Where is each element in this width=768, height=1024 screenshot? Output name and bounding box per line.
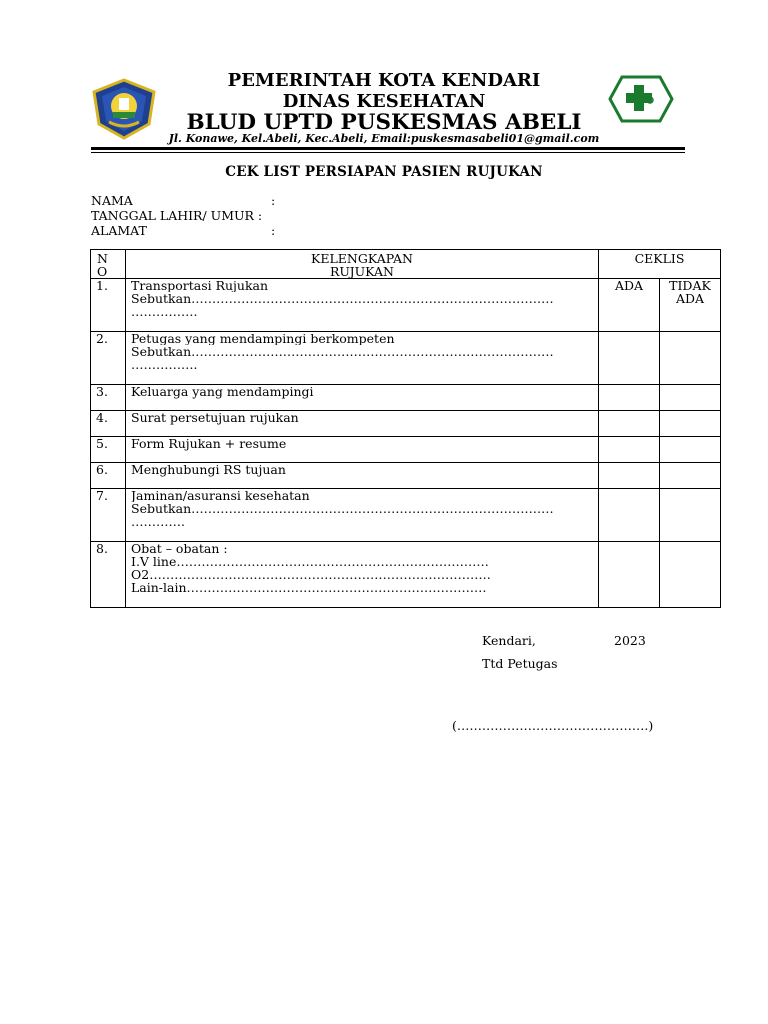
row-3-no: 3.: [91, 385, 126, 411]
row-6-no: 6.: [91, 463, 126, 489]
row-5-tidak-ada[interactable]: [660, 437, 721, 463]
row-1-line3: …………….: [131, 305, 198, 318]
row-7-tidak-ada[interactable]: [660, 489, 721, 542]
row-4-item: Surat persetujuan rujukan: [126, 411, 599, 437]
kop-line-dinas: DINAS KESEHATAN: [282, 91, 486, 112]
header-no-line1: N: [97, 251, 108, 266]
signature-ttd-petugas: Ttd Petugas: [482, 656, 558, 671]
row-8-ada[interactable]: [599, 542, 660, 608]
field-nama-label: NAMA: [91, 193, 133, 208]
kop-address: Jl. Konawe, Kel.Abeli, Kec.Abeli, Email:puskesmasabeli01@gmail.com: [168, 132, 600, 145]
row-5-item: Form Rujukan + resume: [126, 437, 599, 463]
row-7-item: [126, 489, 599, 542]
row-1-line2: Sebutkan……………………………………………………………………………: [131, 292, 554, 305]
row-6-ada[interactable]: [599, 463, 660, 489]
header-ada: ADA: [614, 278, 644, 293]
row-2-ada[interactable]: [599, 332, 660, 385]
row-2-line1: Petugas yang mendampingi berkompeten: [131, 332, 395, 345]
row-6-item: Menghubungi RS tujuan: [126, 463, 599, 489]
row-2-tidak-ada[interactable]: [660, 332, 721, 385]
row-4-tidak-ada[interactable]: [660, 411, 721, 437]
row-1-tidak-ada[interactable]: [660, 279, 721, 332]
row-7-line1: Jaminan/asuransi kesehatan: [131, 489, 310, 502]
row-1-line1: Transportasi Rujukan: [131, 279, 269, 292]
row-3-ada[interactable]: [599, 385, 660, 411]
field-nama: [91, 193, 275, 208]
row-8-no: 8.: [91, 542, 126, 608]
header-kelengkapan: [126, 250, 599, 279]
header-no-line2: O: [97, 264, 108, 279]
checklist-table: [90, 249, 721, 608]
row-7-line3: ………….: [131, 515, 185, 528]
row-2-item: [126, 332, 599, 385]
header-tidak-line2: ADA: [675, 291, 705, 306]
field-nama-colon: :: [271, 193, 276, 208]
row-8-item: [126, 542, 599, 608]
row-8-line4: Lain-lain………………………………………………………………: [131, 581, 487, 594]
row-1-item: [126, 279, 599, 332]
row-4-ada[interactable]: [599, 411, 660, 437]
row-1-ada[interactable]: [599, 279, 660, 332]
row-7-line2: Sebutkan……………………………………………………………………………: [131, 502, 554, 515]
row-8-line3: O2……………………………………………………………………….: [131, 568, 491, 581]
field-tanggal-lahir-label: TANGGAL LAHIR/ UMUR :: [91, 208, 263, 223]
row-5-ada[interactable]: [599, 437, 660, 463]
row-2-line2: Sebutkan……………………………………………………………………………: [131, 345, 554, 358]
field-tanggal-lahir: [91, 208, 262, 223]
row-1-no: 1.: [91, 279, 126, 332]
document-title: CEK LIST PERSIAPAN PASIEN RUJUKAN: [225, 164, 543, 180]
row-2-no: 2.: [91, 332, 126, 385]
row-7-ada[interactable]: [599, 489, 660, 542]
kop-line-puskesmas: BLUD UPTD PUSKESMAS ABELI: [186, 110, 582, 135]
row-4-no: 4.: [91, 411, 126, 437]
row-3-item: Keluarga yang mendampingi: [126, 385, 599, 411]
header-tidak-line1: TIDAK: [669, 278, 711, 293]
header-no: [91, 250, 126, 279]
row-3-tidak-ada[interactable]: [660, 385, 721, 411]
row-8-line1: Obat – obatan :: [131, 542, 228, 555]
kop-divider-thin: [91, 152, 685, 153]
header-ceklis: CEKLIS: [599, 250, 721, 279]
row-2-line3: …………….: [131, 358, 198, 371]
signature-year: 2023: [614, 633, 646, 648]
field-alamat-colon: :: [271, 223, 276, 238]
field-alamat: [91, 223, 275, 238]
row-5-no: 5.: [91, 437, 126, 463]
row-7-no: 7.: [91, 489, 126, 542]
row-8-line2: I.V line…………………………………………………………………: [131, 555, 489, 568]
row-8-tidak-ada[interactable]: [660, 542, 721, 608]
header-kelengkapan-line2: RUJUKAN: [330, 264, 394, 279]
row-6-tidak-ada[interactable]: [660, 463, 721, 489]
kop-divider-thick: [91, 147, 685, 150]
field-alamat-label: ALAMAT: [91, 223, 147, 238]
signature-place: Kendari,: [482, 633, 536, 648]
header-kelengkapan-line1: KELENGKAPAN: [311, 251, 413, 266]
kop-line-pemerintah: PEMERINTAH KOTA KENDARI: [227, 70, 541, 91]
signature-name-line: (……………………………………….): [452, 718, 654, 733]
